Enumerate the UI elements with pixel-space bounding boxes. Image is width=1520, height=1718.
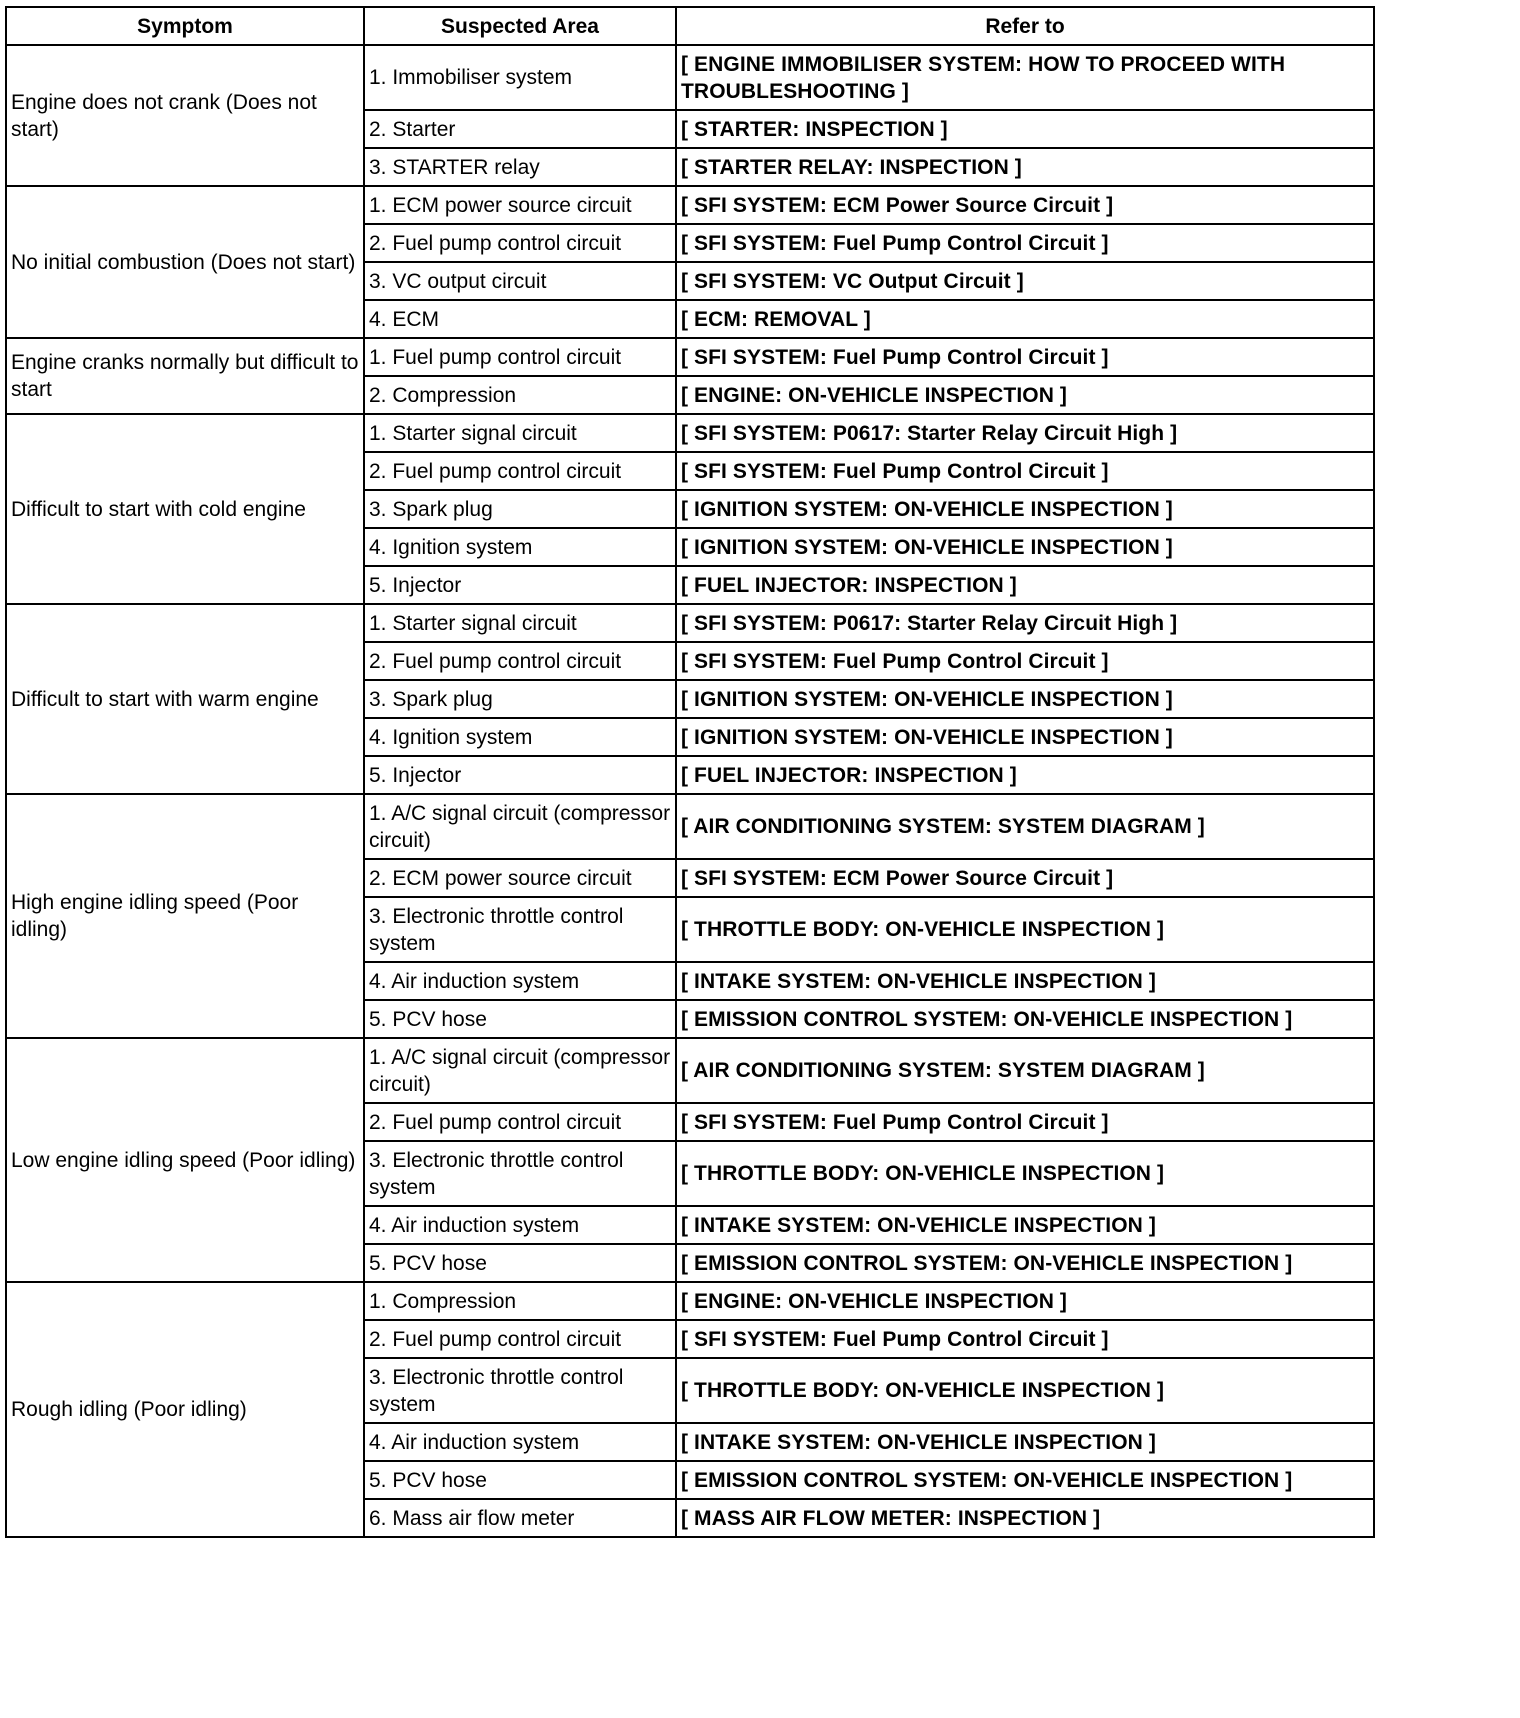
refer-to-link[interactable]: [ FUEL INJECTOR: INSPECTION ]	[676, 566, 1374, 604]
symptom-cell: Rough idling (Poor idling)	[6, 1282, 364, 1537]
suspected-area-cell: 3. VC output circuit	[364, 262, 676, 300]
refer-to-link[interactable]: [ EMISSION CONTROL SYSTEM: ON-VEHICLE INSPECTION ]	[676, 1461, 1374, 1499]
refer-to-link[interactable]: [ FUEL INJECTOR: INSPECTION ]	[676, 756, 1374, 794]
refer-to-link[interactable]: [ SFI SYSTEM: Fuel Pump Control Circuit ]	[676, 1103, 1374, 1141]
table-row	[6, 794, 1374, 859]
suspected-area-cell: 5. PCV hose	[364, 1244, 676, 1282]
suspected-area-cell: 2. Fuel pump control circuit	[364, 1320, 676, 1358]
suspected-area-cell: 1. Compression	[364, 1282, 676, 1320]
refer-to-link[interactable]: [ MASS AIR FLOW METER: INSPECTION ]	[676, 1499, 1374, 1537]
refer-to-link[interactable]: [ STARTER RELAY: INSPECTION ]	[676, 148, 1374, 186]
refer-to-link[interactable]: [ ENGINE: ON-VEHICLE INSPECTION ]	[676, 1282, 1374, 1320]
suspected-area-cell: 5. PCV hose	[364, 1000, 676, 1038]
refer-to-link[interactable]: [ IGNITION SYSTEM: ON-VEHICLE INSPECTION ]	[676, 528, 1374, 566]
refer-to-link[interactable]: [ SFI SYSTEM: VC Output Circuit ]	[676, 262, 1374, 300]
symptom-cell: Engine cranks normally but difficult to start	[6, 338, 364, 414]
suspected-area-cell: 3. Electronic throttle control system	[364, 897, 676, 962]
table-row	[6, 45, 1374, 110]
suspected-area-cell: 1. A/C signal circuit (compressor circuit)	[364, 1038, 676, 1103]
refer-to-link[interactable]: [ IGNITION SYSTEM: ON-VEHICLE INSPECTION ]	[676, 490, 1374, 528]
suspected-area-cell: 4. Ignition system	[364, 718, 676, 756]
suspected-area-cell: 5. Injector	[364, 566, 676, 604]
refer-to-link[interactable]: [ INTAKE SYSTEM: ON-VEHICLE INSPECTION ]	[676, 1423, 1374, 1461]
table-row	[6, 414, 1374, 452]
refer-to-link[interactable]: [ SFI SYSTEM: Fuel Pump Control Circuit ]	[676, 338, 1374, 376]
suspected-area-cell: 2. Fuel pump control circuit	[364, 452, 676, 490]
suspected-area-cell: 2. Fuel pump control circuit	[364, 1103, 676, 1141]
suspected-area-cell: 2. Fuel pump control circuit	[364, 642, 676, 680]
refer-to-link[interactable]: [ ECM: REMOVAL ]	[676, 300, 1374, 338]
suspected-area-cell: 3. Spark plug	[364, 490, 676, 528]
table-header	[6, 7, 1374, 45]
header-symptom: Symptom	[6, 7, 364, 45]
table-row	[6, 604, 1374, 642]
suspected-area-cell: 4. ECM	[364, 300, 676, 338]
table-row	[6, 338, 1374, 376]
refer-to-link[interactable]: [ THROTTLE BODY: ON-VEHICLE INSPECTION ]	[676, 1358, 1374, 1423]
symptom-cell: No initial combustion (Does not start)	[6, 186, 364, 338]
symptom-cell: Difficult to start with warm engine	[6, 604, 364, 794]
refer-to-link[interactable]: [ THROTTLE BODY: ON-VEHICLE INSPECTION ]	[676, 897, 1374, 962]
refer-to-link[interactable]: [ IGNITION SYSTEM: ON-VEHICLE INSPECTION ]	[676, 718, 1374, 756]
suspected-area-cell: 3. Electronic throttle control system	[364, 1141, 676, 1206]
refer-to-link[interactable]: [ SFI SYSTEM: P0617: Starter Relay Circuit High ]	[676, 604, 1374, 642]
refer-to-link[interactable]: [ SFI SYSTEM: ECM Power Source Circuit ]	[676, 859, 1374, 897]
refer-to-link[interactable]: [ IGNITION SYSTEM: ON-VEHICLE INSPECTION ]	[676, 680, 1374, 718]
table-row	[6, 186, 1374, 224]
suspected-area-cell: 2. Starter	[364, 110, 676, 148]
suspected-area-cell: 4. Air induction system	[364, 1206, 676, 1244]
refer-to-link[interactable]: [ ENGINE IMMOBILISER SYSTEM: HOW TO PROCEED WITH TROUBLESHOOTING ]	[676, 45, 1374, 110]
refer-to-link[interactable]: [ INTAKE SYSTEM: ON-VEHICLE INSPECTION ]	[676, 962, 1374, 1000]
problem-symptoms-table	[5, 6, 1375, 1538]
symptom-cell: Engine does not crank (Does not start)	[6, 45, 364, 186]
suspected-area-cell: 1. Starter signal circuit	[364, 604, 676, 642]
refer-to-link[interactable]: [ ENGINE: ON-VEHICLE INSPECTION ]	[676, 376, 1374, 414]
header-refer-to: Refer to	[676, 7, 1374, 45]
table-body	[6, 45, 1374, 1537]
refer-to-link[interactable]: [ SFI SYSTEM: Fuel Pump Control Circuit ]	[676, 224, 1374, 262]
symptom-cell: High engine idling speed (Poor idling)	[6, 794, 364, 1038]
refer-to-link[interactable]: [ STARTER: INSPECTION ]	[676, 110, 1374, 148]
refer-to-link[interactable]: [ EMISSION CONTROL SYSTEM: ON-VEHICLE INSPECTION ]	[676, 1244, 1374, 1282]
header-row	[6, 7, 1374, 45]
suspected-area-cell: 6. Mass air flow meter	[364, 1499, 676, 1537]
symptom-cell: Difficult to start with cold engine	[6, 414, 364, 604]
suspected-area-cell: 4. Ignition system	[364, 528, 676, 566]
suspected-area-cell: 4. Air induction system	[364, 962, 676, 1000]
suspected-area-cell: 2. Fuel pump control circuit	[364, 224, 676, 262]
symptom-cell: Low engine idling speed (Poor idling)	[6, 1038, 364, 1282]
suspected-area-cell: 2. Compression	[364, 376, 676, 414]
suspected-area-cell: 3. STARTER relay	[364, 148, 676, 186]
suspected-area-cell: 3. Spark plug	[364, 680, 676, 718]
header-suspected-area: Suspected Area	[364, 7, 676, 45]
refer-to-link[interactable]: [ AIR CONDITIONING SYSTEM: SYSTEM DIAGRAM ]	[676, 794, 1374, 859]
document-sheet	[5, 6, 1373, 1538]
suspected-area-cell: 1. A/C signal circuit (compressor circuit)	[364, 794, 676, 859]
suspected-area-cell: 5. Injector	[364, 756, 676, 794]
suspected-area-cell: 1. ECM power source circuit	[364, 186, 676, 224]
refer-to-link[interactable]: [ EMISSION CONTROL SYSTEM: ON-VEHICLE INSPECTION ]	[676, 1000, 1374, 1038]
suspected-area-cell: 1. Immobiliser system	[364, 45, 676, 110]
suspected-area-cell: 4. Air induction system	[364, 1423, 676, 1461]
suspected-area-cell: 5. PCV hose	[364, 1461, 676, 1499]
refer-to-link[interactable]: [ SFI SYSTEM: P0617: Starter Relay Circuit High ]	[676, 414, 1374, 452]
refer-to-link[interactable]: [ SFI SYSTEM: Fuel Pump Control Circuit ]	[676, 642, 1374, 680]
refer-to-link[interactable]: [ SFI SYSTEM: Fuel Pump Control Circuit ]	[676, 1320, 1374, 1358]
table-row	[6, 1282, 1374, 1320]
table-row	[6, 1038, 1374, 1103]
refer-to-link[interactable]: [ THROTTLE BODY: ON-VEHICLE INSPECTION ]	[676, 1141, 1374, 1206]
suspected-area-cell: 3. Electronic throttle control system	[364, 1358, 676, 1423]
suspected-area-cell: 1. Fuel pump control circuit	[364, 338, 676, 376]
suspected-area-cell: 2. ECM power source circuit	[364, 859, 676, 897]
refer-to-link[interactable]: [ AIR CONDITIONING SYSTEM: SYSTEM DIAGRAM ]	[676, 1038, 1374, 1103]
refer-to-link[interactable]: [ INTAKE SYSTEM: ON-VEHICLE INSPECTION ]	[676, 1206, 1374, 1244]
refer-to-link[interactable]: [ SFI SYSTEM: ECM Power Source Circuit ]	[676, 186, 1374, 224]
refer-to-link[interactable]: [ SFI SYSTEM: Fuel Pump Control Circuit ]	[676, 452, 1374, 490]
suspected-area-cell: 1. Starter signal circuit	[364, 414, 676, 452]
